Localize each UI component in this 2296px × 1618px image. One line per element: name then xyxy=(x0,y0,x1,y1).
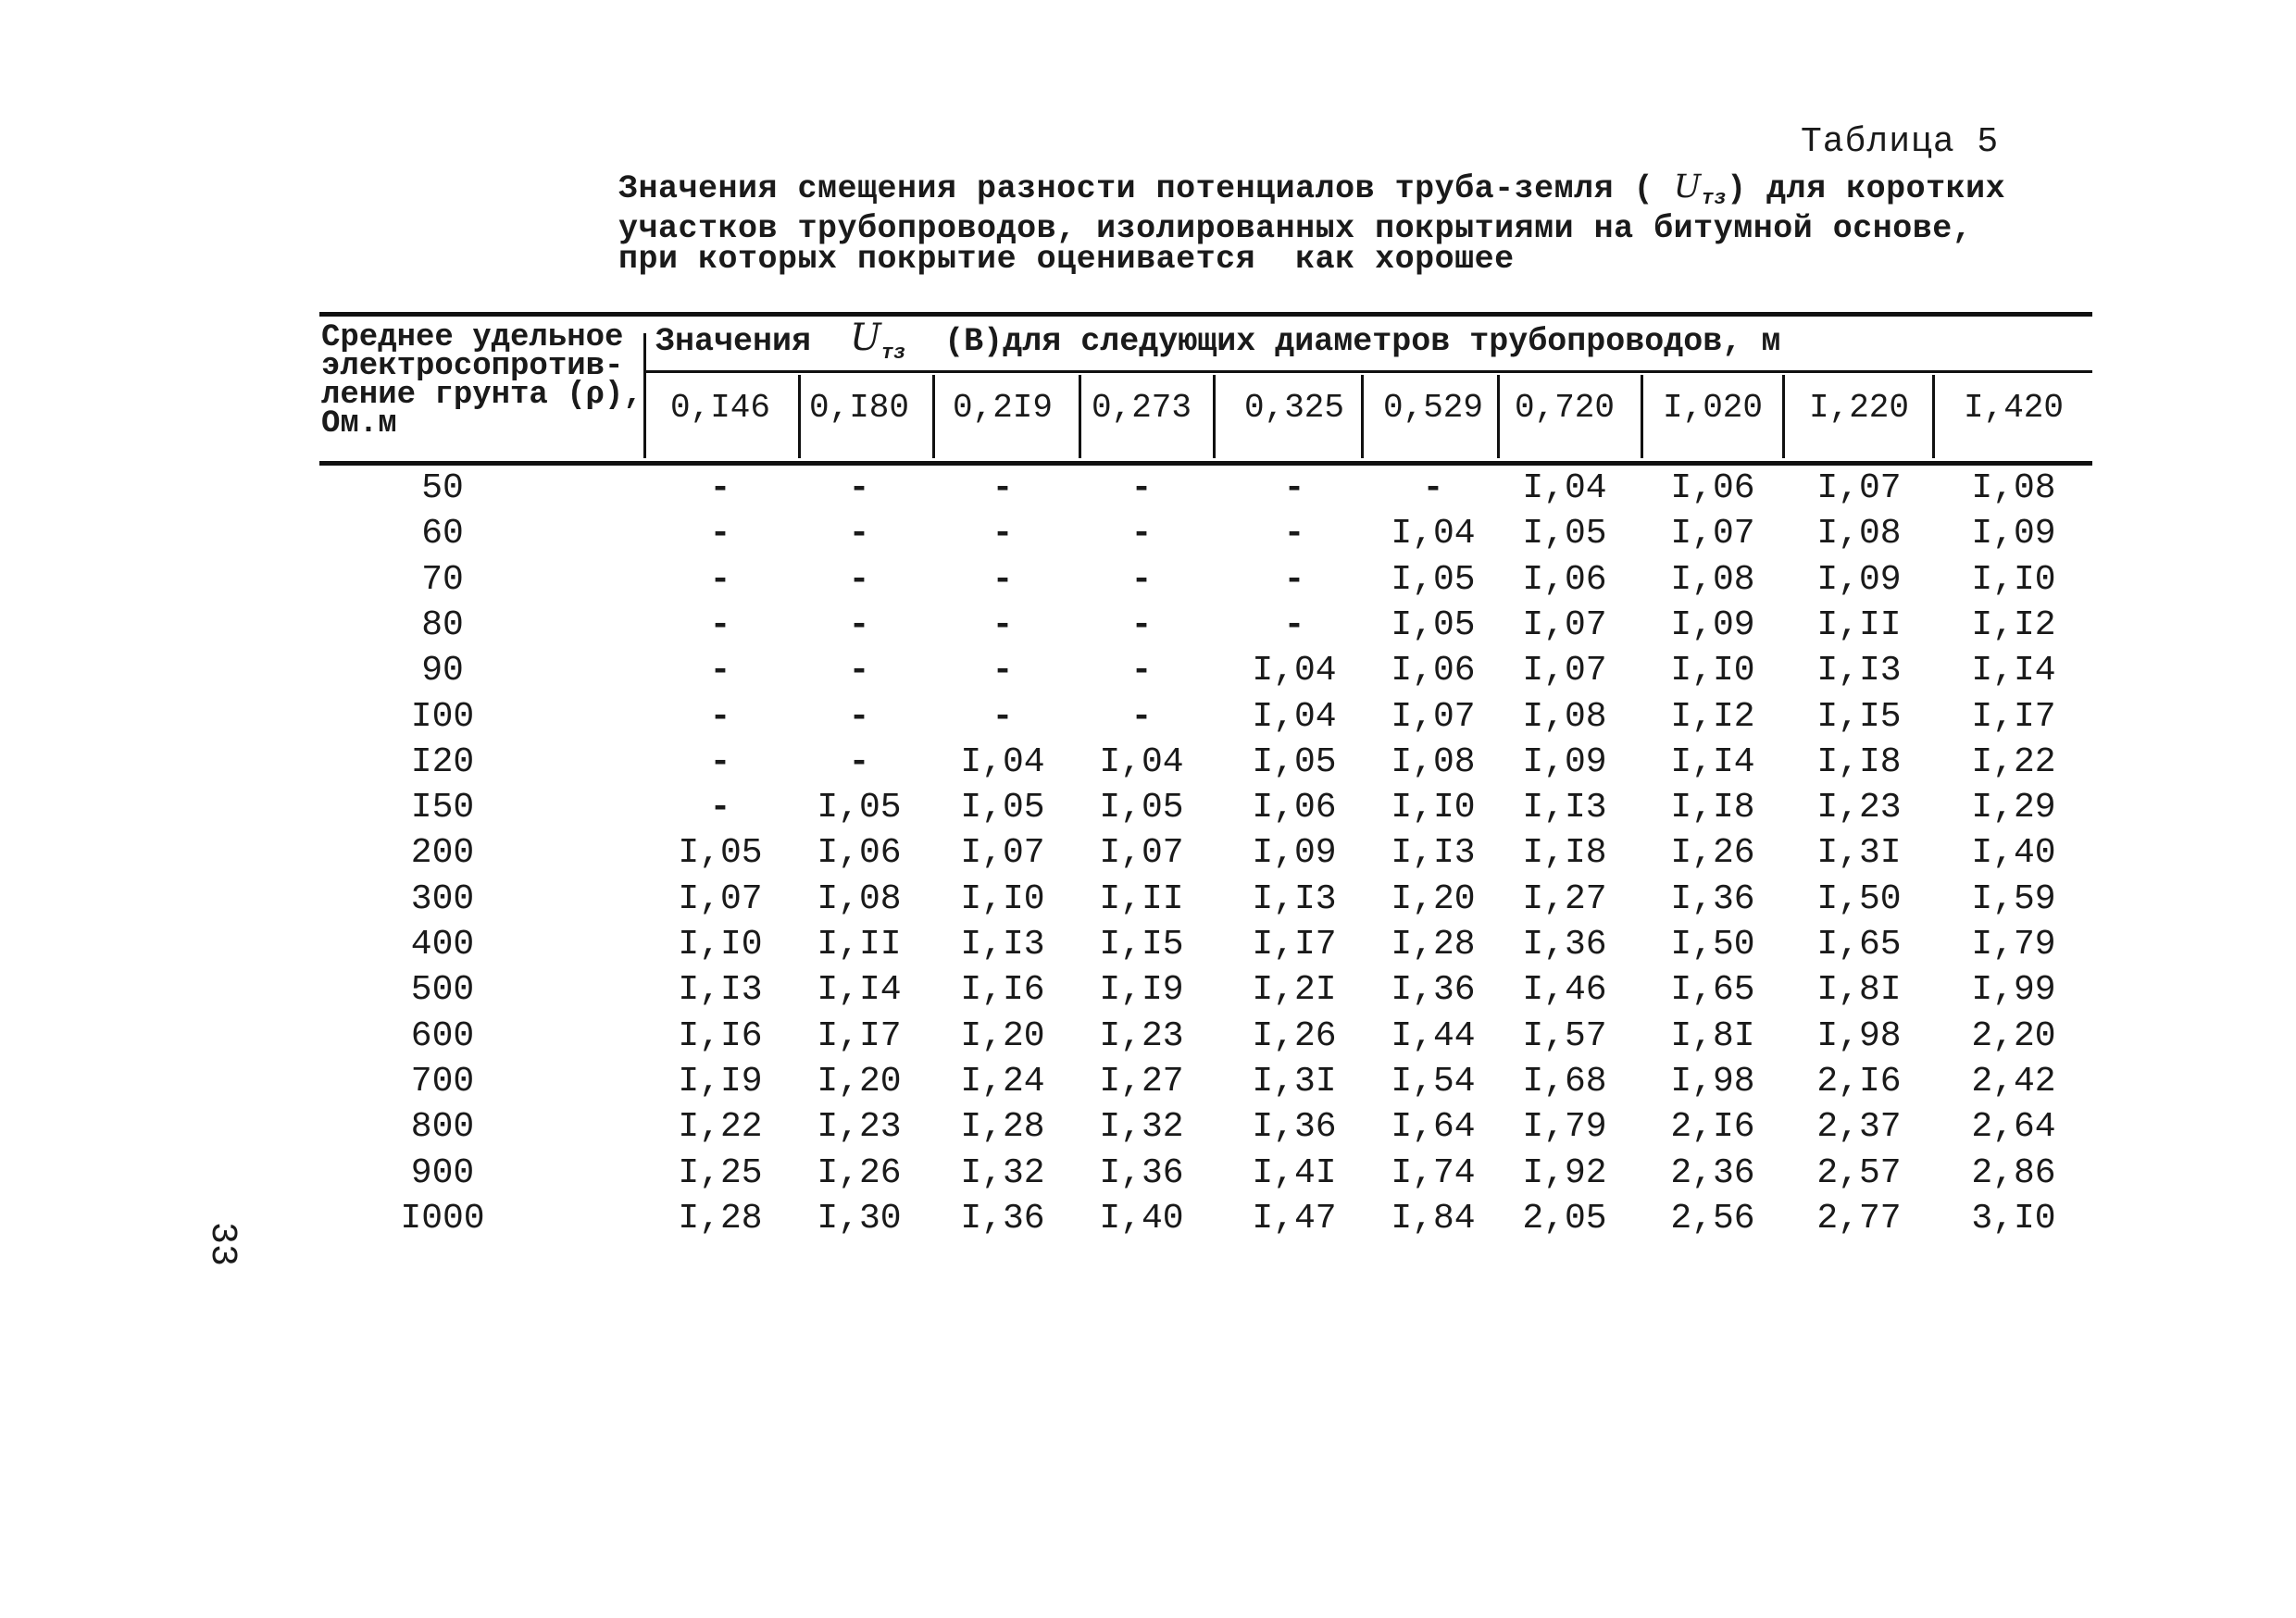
value-cell: I,05 xyxy=(1391,604,1476,645)
value-cell: I,20 xyxy=(817,1061,902,1101)
value-cell: - xyxy=(848,696,870,737)
resistivity-cell: 700 xyxy=(410,1061,475,1101)
diameter-header-cell: 0,529 xyxy=(1382,389,1484,427)
value-cell: I,23 xyxy=(817,1107,902,1148)
value-cell: - xyxy=(992,604,1014,645)
value-cell: - xyxy=(709,559,731,600)
value-cell: I,27 xyxy=(1099,1061,1184,1101)
value-cell: - xyxy=(1130,468,1153,508)
value-cell: I,06 xyxy=(1670,468,1755,508)
resistivity-cell: I20 xyxy=(410,741,475,782)
value-cell: I,28 xyxy=(960,1107,1045,1148)
column-separator xyxy=(1641,375,1643,458)
value-cell: I,07 xyxy=(1816,468,1902,508)
value-cell: I,36 xyxy=(1252,1107,1337,1148)
value-cell: I,I0 xyxy=(678,925,763,965)
value-cell: - xyxy=(709,696,731,737)
value-cell: I,25 xyxy=(678,1152,763,1193)
value-cell: I,36 xyxy=(1099,1152,1184,1193)
value-cell: I,30 xyxy=(817,1198,902,1238)
value-cell: I,23 xyxy=(1816,788,1902,828)
value-cell: 2,37 xyxy=(1816,1107,1902,1148)
value-cell: I,28 xyxy=(1391,925,1476,965)
value-cell: I,36 xyxy=(960,1198,1045,1238)
value-cell: I,32 xyxy=(1099,1107,1184,1148)
value-cell: - xyxy=(848,741,870,782)
value-cell: I,I3 xyxy=(1522,788,1607,828)
value-cell: - xyxy=(992,514,1014,554)
value-cell: I,II xyxy=(1099,878,1184,919)
value-cell: I,08 xyxy=(1391,741,1476,782)
value-cell: I,I0 xyxy=(1391,788,1476,828)
value-cell: I,40 xyxy=(1099,1198,1184,1238)
voltage-symbol: U xyxy=(1673,168,1702,205)
value-cell: I,07 xyxy=(1522,651,1607,691)
value-cell: I,09 xyxy=(1252,833,1337,874)
value-cell: I,07 xyxy=(1522,604,1607,645)
value-cell: I,07 xyxy=(960,833,1045,874)
value-cell: I,24 xyxy=(960,1061,1045,1101)
value-cell: I,I3 xyxy=(960,925,1045,965)
resistivity-cell: 600 xyxy=(410,1015,475,1056)
resistivity-column-header xyxy=(321,320,645,442)
resistivity-cell: 60 xyxy=(421,514,464,554)
value-cell: I,36 xyxy=(1391,970,1476,1011)
value-cell: I,79 xyxy=(1522,1107,1607,1148)
value-cell: I,28 xyxy=(678,1198,763,1238)
value-cell: I,04 xyxy=(1522,468,1607,508)
value-cell: I,47 xyxy=(1252,1198,1337,1238)
value-cell: I,08 xyxy=(1971,468,2056,508)
value-cell: I,05 xyxy=(678,833,763,874)
value-cell: I,I4 xyxy=(1971,651,2056,691)
value-cell: I,09 xyxy=(1816,559,1902,600)
resistivity-cell: 500 xyxy=(410,970,475,1011)
resistivity-cell: I000 xyxy=(400,1198,485,1238)
value-cell: I,I3 xyxy=(678,970,763,1011)
value-cell: I,40 xyxy=(1971,833,2056,874)
diameter-header-cell: 0,2I9 xyxy=(952,389,1054,427)
value-cell: I,I4 xyxy=(1670,741,1755,782)
value-cell: I,06 xyxy=(1522,559,1607,600)
resistivity-cell: I50 xyxy=(410,788,475,828)
caption-prefix: Значения смещения разности потенциалов труба-земля ( xyxy=(618,170,1674,207)
value-cell: I,98 xyxy=(1816,1015,1902,1056)
value-cell: I,50 xyxy=(1670,925,1755,965)
column-separator xyxy=(932,375,935,458)
value-cell: - xyxy=(848,468,870,508)
value-cell: 2,57 xyxy=(1816,1152,1902,1193)
resistivity-cell: 800 xyxy=(410,1107,475,1148)
value-cell: I,99 xyxy=(1971,970,2056,1011)
resistivity-cell: 200 xyxy=(410,833,475,874)
value-cell: I,I3 xyxy=(1816,651,1902,691)
value-cell: - xyxy=(709,604,731,645)
value-cell: 2,I6 xyxy=(1816,1061,1902,1101)
value-cell: I,07 xyxy=(1099,833,1184,874)
value-cell: - xyxy=(709,788,731,828)
value-cell: - xyxy=(992,651,1014,691)
diameter-header-cell: I,220 xyxy=(1808,389,1910,427)
value-cell: I,I0 xyxy=(1971,559,2056,600)
diameter-header-cell: 0,273 xyxy=(1091,389,1192,427)
value-cell: I,22 xyxy=(1971,741,2056,782)
value-cell: I,06 xyxy=(817,833,902,874)
caption-suffix: ) для коротких xyxy=(1727,170,2006,207)
value-cell: I,22 xyxy=(678,1107,763,1148)
value-cell: - xyxy=(1283,468,1305,508)
value-cell: 2,05 xyxy=(1522,1198,1607,1238)
value-cell: 2,42 xyxy=(1971,1061,2056,1101)
value-cell: I,3I xyxy=(1252,1061,1337,1101)
value-cell: I,I7 xyxy=(1971,696,2056,737)
caption-line-3: при которых покрытие оценивается как хорошее xyxy=(618,241,1515,278)
value-cell: - xyxy=(992,468,1014,508)
value-cell: - xyxy=(1130,514,1153,554)
header-divider-rule xyxy=(643,370,2092,373)
value-cell: I,08 xyxy=(1522,696,1607,737)
diameter-group-header xyxy=(655,317,1780,365)
column-separator xyxy=(1497,375,1500,458)
voltage-symbol-header: U xyxy=(850,317,881,359)
value-cell: - xyxy=(1130,559,1153,600)
page-number: 33 xyxy=(201,1222,243,1267)
diameter-header-cell: 0,I46 xyxy=(669,389,771,427)
value-cell: I,54 xyxy=(1391,1061,1476,1101)
value-cell: I,I6 xyxy=(960,970,1045,1011)
value-cell: I,05 xyxy=(817,788,902,828)
resistivity-cell: 90 xyxy=(421,651,464,691)
value-cell: I,I7 xyxy=(817,1015,902,1056)
value-cell: I,06 xyxy=(1391,651,1476,691)
value-cell: I,II xyxy=(1816,604,1902,645)
value-cell: I,65 xyxy=(1816,925,1902,965)
value-cell: - xyxy=(1130,696,1153,737)
value-cell: I,04 xyxy=(1252,651,1337,691)
header-line-1: Среднее удельное xyxy=(321,320,624,355)
value-cell: - xyxy=(992,559,1014,600)
value-cell: I,07 xyxy=(1670,514,1755,554)
value-cell: - xyxy=(709,514,731,554)
caption-line-2: участков трубопроводов, изолированных покрытиями на битумной основе, xyxy=(618,210,1973,247)
value-cell: I,74 xyxy=(1391,1152,1476,1193)
table-caption xyxy=(618,168,2006,278)
diameter-header-cell: 0,I80 xyxy=(808,389,910,427)
value-cell: I,20 xyxy=(1391,878,1476,919)
diameter-header-cell: 0,720 xyxy=(1514,389,1616,427)
value-cell: I,I5 xyxy=(1099,925,1184,965)
value-cell: I,92 xyxy=(1522,1152,1607,1193)
value-cell: - xyxy=(1130,604,1153,645)
value-cell: I,04 xyxy=(1099,741,1184,782)
value-cell: I,I0 xyxy=(960,878,1045,919)
value-cell: I,50 xyxy=(1816,878,1902,919)
value-cell: I,64 xyxy=(1391,1107,1476,1148)
diameter-header-cell: 0,325 xyxy=(1243,389,1345,427)
left-header-separator xyxy=(643,333,646,458)
resistivity-cell: 50 xyxy=(421,468,464,508)
value-cell: I,05 xyxy=(1252,741,1337,782)
value-cell: I,8I xyxy=(1670,1015,1755,1056)
value-cell: I,II xyxy=(817,925,902,965)
value-cell: I,32 xyxy=(960,1152,1045,1193)
value-cell: I,08 xyxy=(1670,559,1755,600)
value-cell: I,29 xyxy=(1971,788,2056,828)
value-cell: I,04 xyxy=(960,741,1045,782)
header-line-4: Ом.м xyxy=(321,406,397,442)
value-cell: 2,36 xyxy=(1670,1152,1755,1193)
resistivity-cell: I00 xyxy=(410,696,475,737)
value-cell: - xyxy=(1283,514,1305,554)
value-cell: 3,I0 xyxy=(1971,1198,2056,1238)
value-cell: I,98 xyxy=(1670,1061,1755,1101)
value-cell: I,26 xyxy=(817,1152,902,1193)
value-cell: I,04 xyxy=(1252,696,1337,737)
caption-line-1 xyxy=(618,168,2006,214)
value-cell: I,26 xyxy=(1670,833,1755,874)
value-cell: I,I0 xyxy=(1670,651,1755,691)
value-cell: I,05 xyxy=(1522,514,1607,554)
header-line-3: ление грунта (ρ), xyxy=(321,378,643,413)
value-cell: I,I7 xyxy=(1252,925,1337,965)
value-cell: I,08 xyxy=(817,878,902,919)
value-cell: - xyxy=(848,604,870,645)
voltage-symbol-header-subscript: тз xyxy=(880,342,906,365)
value-cell: - xyxy=(848,559,870,600)
resistivity-cell: 400 xyxy=(410,925,475,965)
value-cell: I,20 xyxy=(960,1015,1045,1056)
value-cell: I,44 xyxy=(1391,1015,1476,1056)
value-cell: I,36 xyxy=(1670,878,1755,919)
value-cell: I,06 xyxy=(1252,788,1337,828)
value-cell: I,23 xyxy=(1099,1015,1184,1056)
value-cell: I,08 xyxy=(1816,514,1902,554)
diameter-header-cell: I,420 xyxy=(1963,389,2065,427)
value-cell: I,I3 xyxy=(1252,878,1337,919)
resistivity-cell: 300 xyxy=(410,878,475,919)
value-cell: I,05 xyxy=(960,788,1045,828)
value-cell: I,26 xyxy=(1252,1015,1337,1056)
value-cell: - xyxy=(1422,468,1444,508)
table-label: Таблица 5 xyxy=(1801,122,2000,162)
value-cell: - xyxy=(1283,604,1305,645)
value-cell: I,4I xyxy=(1252,1152,1337,1193)
header-line-2: электросопротив- xyxy=(321,349,624,384)
value-cell: 2,20 xyxy=(1971,1015,2056,1056)
column-separator xyxy=(1213,375,1216,458)
value-cell: 2,56 xyxy=(1670,1198,1755,1238)
value-cell: I,I8 xyxy=(1522,833,1607,874)
resistivity-cell: 900 xyxy=(410,1152,475,1193)
value-cell: 2,77 xyxy=(1816,1198,1902,1238)
value-cell: - xyxy=(709,741,731,782)
value-cell: I,36 xyxy=(1522,925,1607,965)
column-separator xyxy=(1782,375,1785,458)
value-cell: I,27 xyxy=(1522,878,1607,919)
value-cell: I,05 xyxy=(1099,788,1184,828)
value-cell: I,07 xyxy=(1391,696,1476,737)
value-cell: - xyxy=(848,514,870,554)
value-cell: I,59 xyxy=(1971,878,2056,919)
value-cell: I,I2 xyxy=(1670,696,1755,737)
value-cell: I,09 xyxy=(1971,514,2056,554)
value-cell: I,09 xyxy=(1670,604,1755,645)
diameter-header-cell: I,020 xyxy=(1662,389,1764,427)
value-cell: I,46 xyxy=(1522,970,1607,1011)
value-cell: - xyxy=(848,651,870,691)
value-cell: I,I9 xyxy=(1099,970,1184,1011)
column-separator xyxy=(798,375,801,458)
resistivity-cell: 70 xyxy=(421,559,464,600)
value-cell: I,I5 xyxy=(1816,696,1902,737)
value-cell: I,I2 xyxy=(1971,604,2056,645)
value-cell: 2,I6 xyxy=(1670,1107,1755,1148)
value-cell: I,04 xyxy=(1391,514,1476,554)
value-cell: I,I6 xyxy=(678,1015,763,1056)
value-cell: I,07 xyxy=(678,878,763,919)
value-cell: I,68 xyxy=(1522,1061,1607,1101)
value-cell: 2,64 xyxy=(1971,1107,2056,1148)
value-cell: I,I8 xyxy=(1816,741,1902,782)
value-cell: - xyxy=(992,696,1014,737)
value-cell: I,84 xyxy=(1391,1198,1476,1238)
value-cell: - xyxy=(709,468,731,508)
value-cell: I,57 xyxy=(1522,1015,1607,1056)
column-separator xyxy=(1079,375,1081,458)
value-cell: I,3I xyxy=(1816,833,1902,874)
voltage-symbol-subscript: тз xyxy=(1701,187,1728,210)
value-cell: I,05 xyxy=(1391,559,1476,600)
value-cell: I,I4 xyxy=(817,970,902,1011)
value-cell: I,2I xyxy=(1252,970,1337,1011)
value-cell: I,79 xyxy=(1971,925,2056,965)
value-cell: - xyxy=(1130,651,1153,691)
value-cell: 2,86 xyxy=(1971,1152,2056,1193)
value-cell: I,09 xyxy=(1522,741,1607,782)
value-cell: - xyxy=(709,651,731,691)
value-cell: I,I9 xyxy=(678,1061,763,1101)
value-cell: - xyxy=(1283,559,1305,600)
header-bottom-rule xyxy=(319,461,2092,466)
span-prefix: Значения xyxy=(655,323,851,360)
value-cell: I,8I xyxy=(1816,970,1902,1011)
column-separator xyxy=(1361,375,1364,458)
value-cell: I,I3 xyxy=(1391,833,1476,874)
value-cell: I,65 xyxy=(1670,970,1755,1011)
resistivity-cell: 80 xyxy=(421,604,464,645)
span-suffix: (В)для следующих диаметров трубопроводов, м xyxy=(905,323,1781,360)
column-separator xyxy=(1932,375,1935,458)
value-cell: I,I8 xyxy=(1670,788,1755,828)
